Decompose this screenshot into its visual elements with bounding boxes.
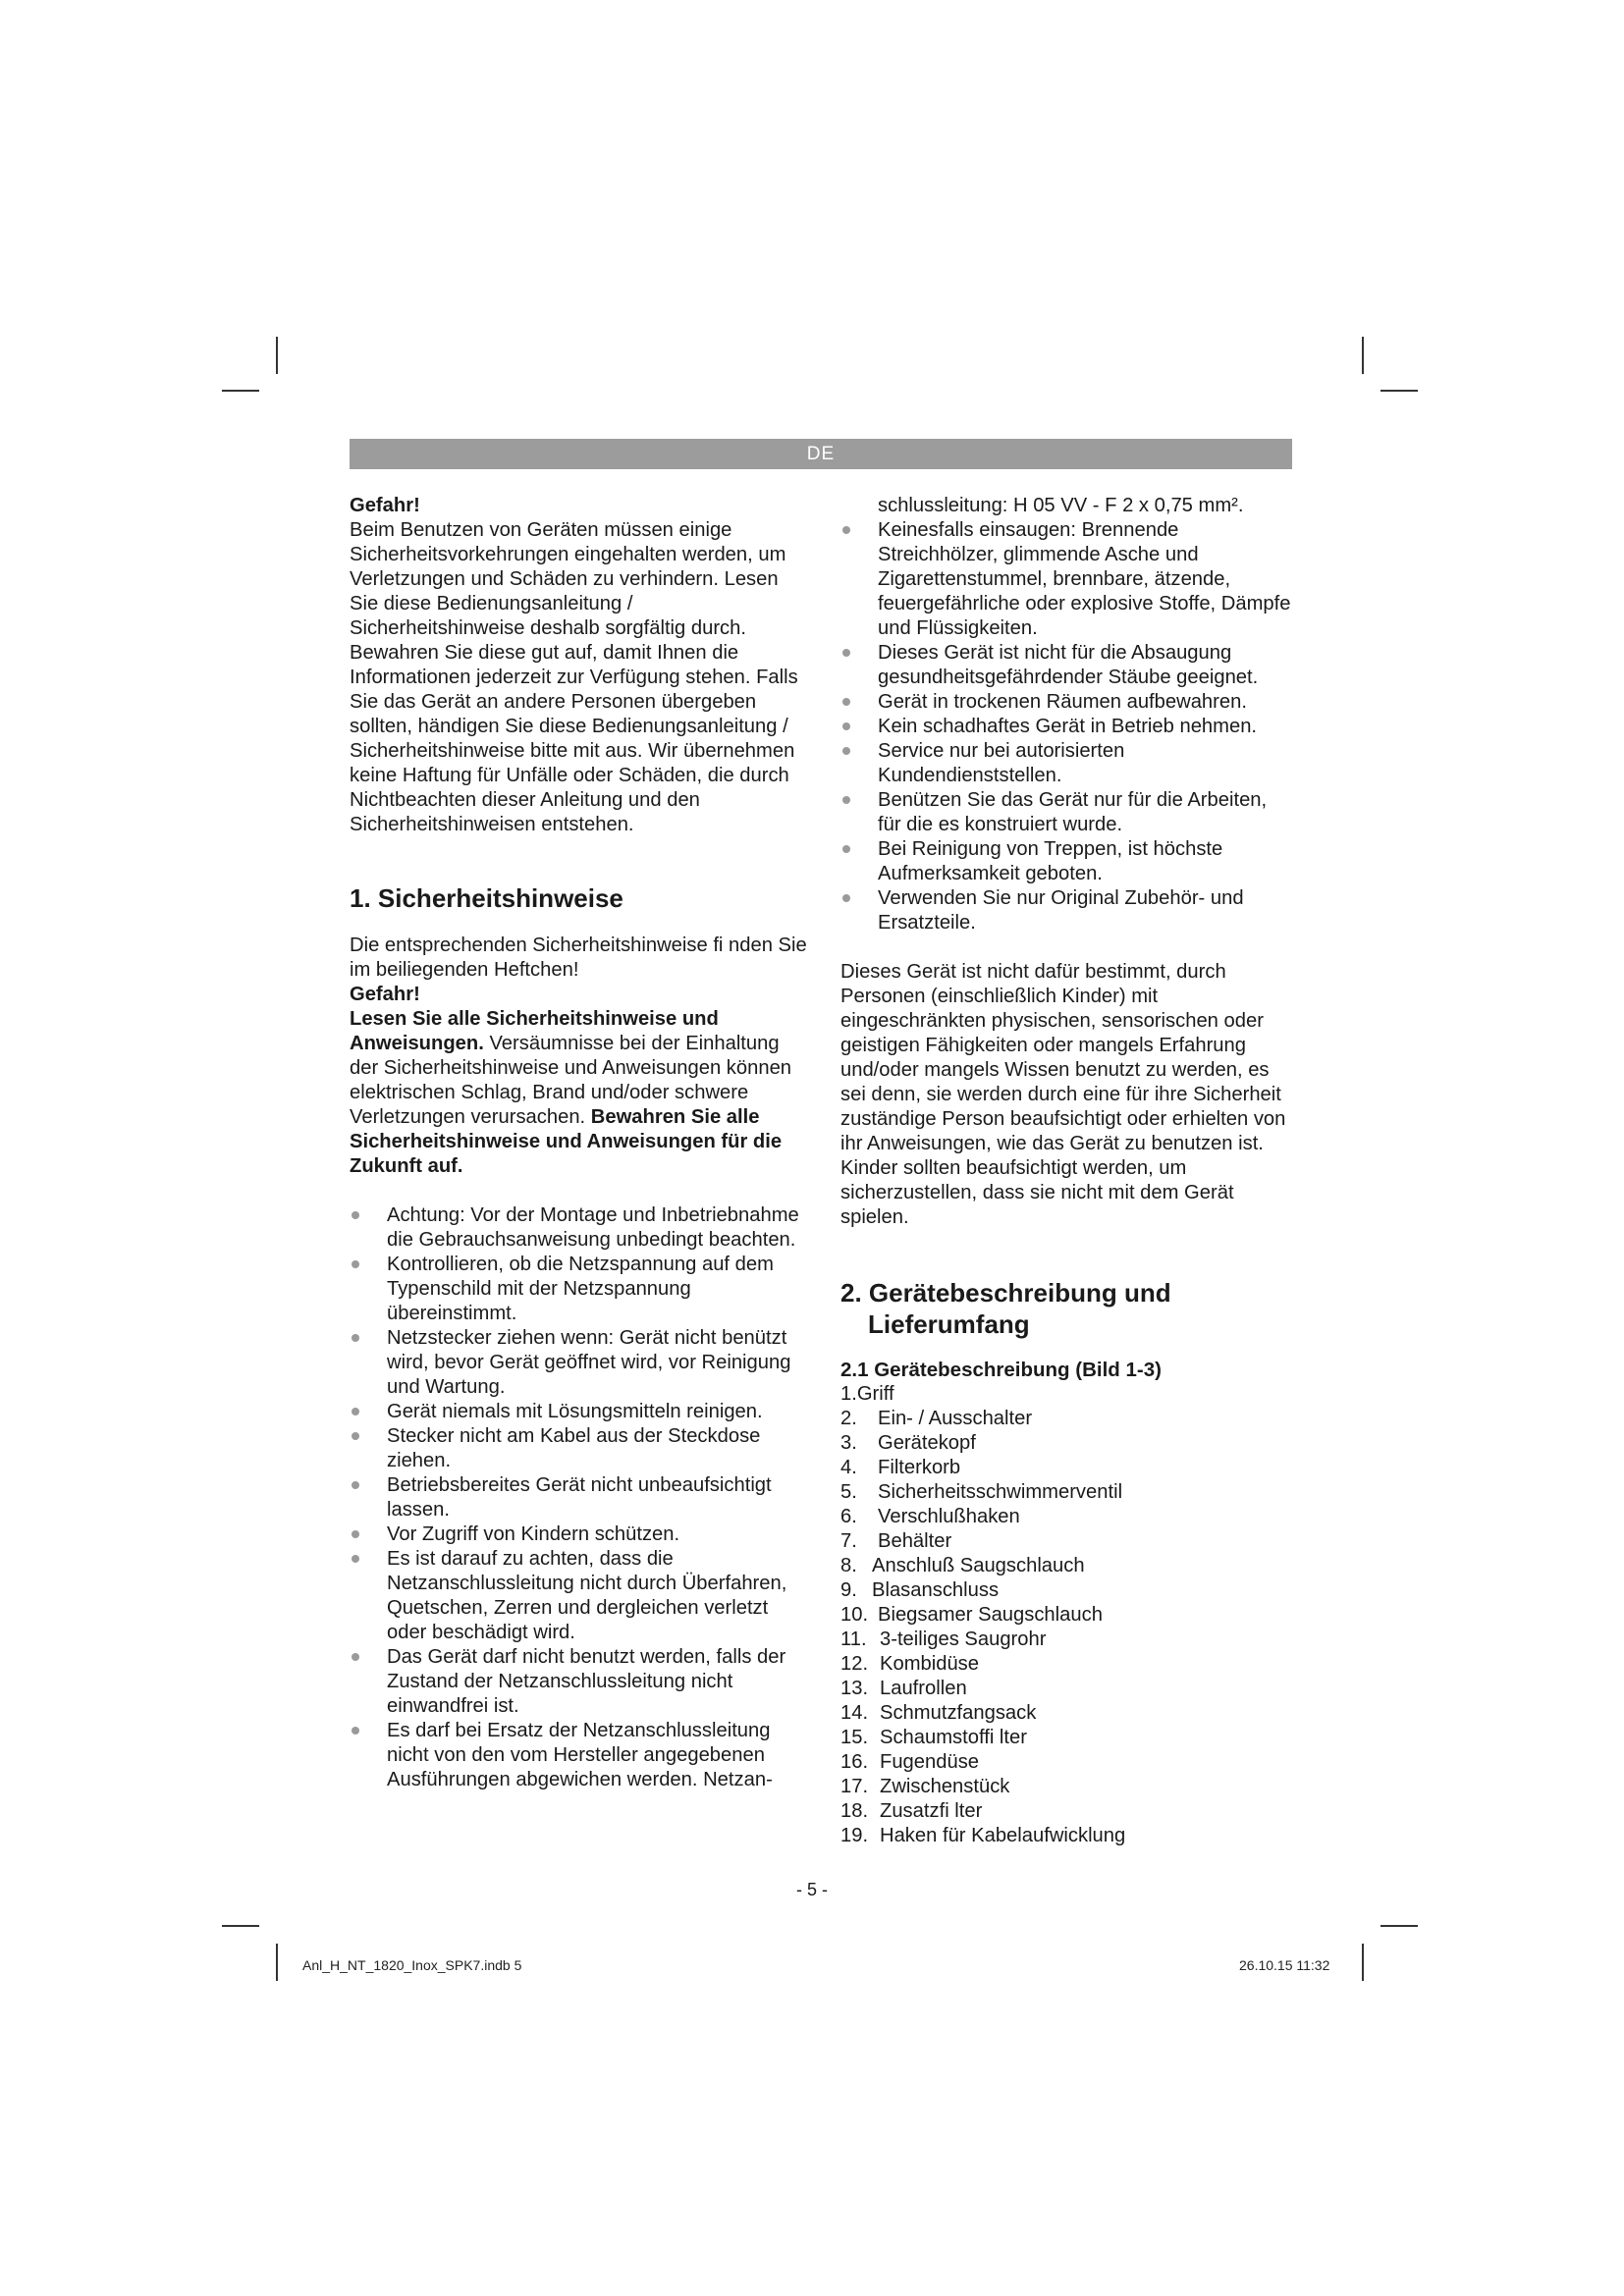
list-item: Service nur bei autorisierten Kundendienststellen.	[840, 739, 1292, 788]
bullet-icon	[352, 1334, 359, 1342]
list-item: Netzstecker ziehen wenn: Gerät nicht benützt wird, bevor Gerät geöffnet wird, vor Reinigung und Wartung.	[350, 1326, 811, 1400]
bullet-icon	[842, 698, 850, 706]
crop-mark	[1380, 390, 1418, 392]
list-item: 10. Biegsamer Saugschlauch	[840, 1604, 1103, 1626]
list-item: 14. Schmutzfangsack	[840, 1702, 1037, 1724]
safety-bullet-list-right	[840, 518, 1292, 935]
list-item: 2. Ein- / Ausschalter	[840, 1408, 1033, 1429]
read-instructions-bold: Lesen Sie alle Sicherheitshinweise und Anweisungen.	[350, 1008, 719, 1054]
bullet-icon	[842, 526, 850, 534]
language-code: DE	[806, 444, 836, 464]
bullet-icon	[352, 1260, 359, 1268]
continuation-text: schlussleitung: H 05 VV - F 2 x 0,75 mm².	[878, 495, 1244, 516]
list-item: Kein schadhaftes Gerät in Betrieb nehmen.	[840, 715, 1292, 739]
bullet-icon	[842, 722, 850, 730]
list-item: 6. Verschlußhaken	[840, 1506, 1020, 1527]
list-item: Kontrollieren, ob die Netzspannung auf dem Typenschild mit der Netzspannung übereinstimmt.	[350, 1253, 811, 1326]
list-item: 4. Filterkorb	[840, 1457, 961, 1478]
list-item: Es darf bei Ersatz der Netzanschlussleitung nicht von den vom Hersteller angegebenen Ausführungen abgewichen werden. Netzan-	[350, 1719, 811, 1792]
left-column	[350, 494, 811, 1792]
footer-date: 26.10.15 11:32	[1239, 1957, 1330, 1973]
list-item: Es ist darauf zu achten, dass die Netzanschlussleitung nicht durch Überfahren, Quetschen, Zerren und dergleichen verletzt oder beschädigt wird.	[350, 1547, 811, 1645]
crop-mark	[276, 1944, 278, 1981]
read-instructions-text: Versäumnisse bei der Einhaltung der Sicherheitshinweise und Anweisungen können elektrischen Schlag, Brand und/oder schwere Verletzungen verursachen.	[350, 1033, 792, 1128]
list-item: 15. Schaumstoffi lter	[840, 1727, 1027, 1748]
language-header-bar	[350, 439, 1292, 469]
list-item: 17. Zwischenstück	[840, 1776, 1010, 1797]
list-item: 7. Behälter	[840, 1530, 952, 1552]
bullet-icon	[842, 894, 850, 902]
intro-title: Gefahr!	[350, 495, 420, 516]
list-item: 5. Sicherheitsschwimmerventil	[840, 1481, 1123, 1503]
list-item: 11. 3-teiliges Saugrohr	[840, 1629, 1047, 1650]
bullet-icon	[842, 649, 850, 657]
crop-mark	[1362, 337, 1364, 374]
list-item: Achtung: Vor der Montage und Inbetriebnahme die Gebrauchsanweisung unbedingt beachten.	[350, 1203, 811, 1253]
crop-mark	[1380, 1925, 1418, 1927]
bullet-icon	[352, 1530, 359, 1538]
crop-mark	[222, 1925, 259, 1927]
bullet-icon	[352, 1408, 359, 1415]
bullet-icon	[352, 1211, 359, 1219]
danger-label: Gefahr!	[350, 984, 420, 1005]
children-note: Dieses Gerät ist nicht dafür bestimmt, durch Personen (einschließlich Kinder) mit eingeschränkten physischen, sensorischen oder geistigen Fähigkeiten oder mangels Erfahrung und/oder mangels Wissen benutzt zu werden, es sei denn, sie werden durch eine für ihre Sicherheit zuständige Person beaufsichtigt oder erhielten von ihr Anweisungen, wie das Gerät zu benutzen ist. Kinder sollten beaufsichtigt werden, um sicherzustellen, dass sie nicht mit dem Gerät spielen.	[840, 961, 1286, 1228]
list-item: 18. Zusatzfi lter	[840, 1800, 983, 1822]
list-item: Gerät in trockenen Räumen aufbewahren.	[840, 690, 1292, 715]
intro-text: Beim Benutzen von Geräten müssen einige Sicherheitsvorkehrungen eingehalten werden, um Verletzungen und Schäden zu verhindern. Lesen Sie diese Bedienungsanleitung / Sicherheitshinweise deshalb sorgfältig durch. Bewahren Sie diese gut auf, damit Ihnen die Informationen jederzeit zur Verfügung stehen. Falls Sie das Gerät an andere Personen übergeben sollten, händigen Sie diese Bedienungsanleitung / Sicherheitshinweise bitte mit aus. Wir übernehmen keine Haftung für Unfälle oder Schäden, die durch Nichtbeachten dieser Anleitung und den Sicherheitshinweisen entstehen.	[350, 519, 798, 835]
list-item: 12. Kombidüse	[840, 1653, 979, 1675]
list-item: Benützen Sie das Gerät nur für die Arbeiten, für die es konstruiert wurde.	[840, 788, 1292, 837]
list-item: 13. Laufrollen	[840, 1678, 967, 1699]
crop-mark	[222, 390, 259, 392]
read-instructions-paragraph	[350, 1007, 811, 1179]
list-item: Bei Reinigung von Treppen, ist höchste Aufmerksamkeit geboten.	[840, 837, 1292, 886]
list-item: Dieses Gerät ist nicht für die Absaugung gesundheitsgefährdender Stäube geeignet.	[840, 641, 1292, 690]
list-item: Verwenden Sie nur Original Zubehör- und Ersatzteile.	[840, 886, 1292, 935]
parts-first-item: 1.Griff	[840, 1383, 894, 1405]
bullet-icon	[352, 1653, 359, 1661]
section-1-intro: Die entsprechenden Sicherheitshinweise fi nden Sie im beiliegenden Heftchen!	[350, 934, 807, 981]
section-1-heading: 1. Sicherheitshinweise	[350, 883, 623, 913]
list-item: Vor Zugriff von Kindern schützen.	[350, 1522, 811, 1547]
bullet-icon	[842, 747, 850, 755]
list-item: Gerät niemals mit Lösungsmitteln reinigen.	[350, 1400, 811, 1424]
bullet-icon	[352, 1481, 359, 1489]
list-item: 19. Haken für Kabelaufwicklung	[840, 1825, 1126, 1846]
bullet-icon	[352, 1555, 359, 1563]
crop-mark	[1362, 1944, 1364, 1981]
list-item: Das Gerät darf nicht benutzt werden, falls der Zustand der Netzanschlussleitung nicht einwandfrei ist.	[350, 1645, 811, 1719]
keep-instructions-bold: Bewahren Sie alle Sicherheitshinweise und Anweisungen für die Zukunft auf.	[350, 1106, 783, 1177]
bullet-icon	[842, 845, 850, 853]
list-item: 9. Blasanschluss	[840, 1579, 1000, 1601]
safety-bullet-list-left	[350, 1203, 811, 1792]
bullet-icon	[842, 796, 850, 804]
list-item: Betriebsbereites Gerät nicht unbeaufsichtigt lassen.	[350, 1473, 811, 1522]
list-item: Stecker nicht am Kabel aus der Steckdose ziehen.	[350, 1424, 811, 1473]
parts-list	[840, 1407, 1292, 1848]
section-2-heading: 2. Gerätebeschreibung und Lieferumfang	[840, 1278, 1171, 1339]
bullet-icon	[352, 1432, 359, 1440]
list-item: Keinesfalls einsaugen: Brennende Streichhölzer, glimmende Asche und Zigarettenstummel, brennbare, ätzende, feuergefährliche oder explosive Stoffe, Dämpfe und Flüssigkeiten.	[840, 518, 1292, 641]
crop-mark	[276, 337, 278, 374]
list-item: 16. Fugendüse	[840, 1751, 980, 1773]
bullet-icon	[352, 1727, 359, 1735]
page-number: - 5 -	[795, 1880, 828, 1899]
section-2-1-heading: 2.1 Gerätebeschreibung (Bild 1-3)	[840, 1359, 1162, 1381]
list-item: 3. Gerätekopf	[840, 1432, 976, 1454]
right-column	[840, 494, 1292, 1848]
footer-file-name: Anl_H_NT_1820_Inox_SPK7.indb 5	[302, 1957, 522, 1973]
list-item: 8. Anschluß Saugschlauch	[840, 1555, 1085, 1576]
